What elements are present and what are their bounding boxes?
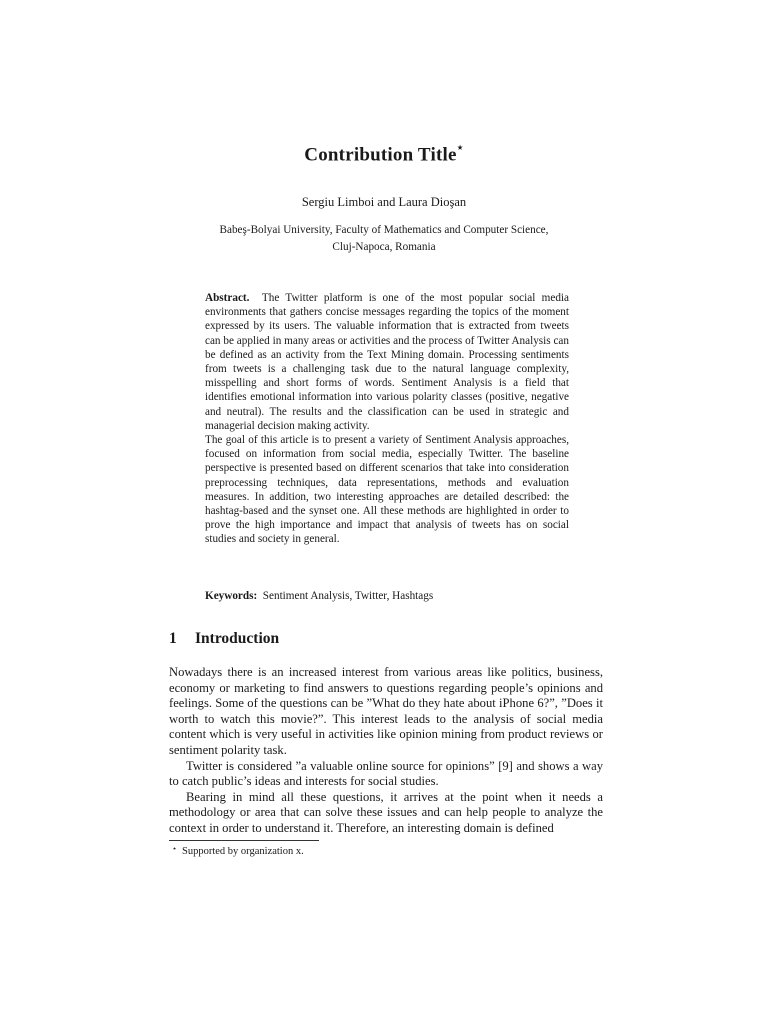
- keywords-text: Sentiment Analysis, Twitter, Hashtags: [262, 590, 434, 602]
- affiliation-line-1: Babeş-Bolyai University, Faculty of Mathematics and Computer Science,: [219, 224, 549, 236]
- footnote-text: Supported by organization x.: [182, 846, 304, 857]
- paper-title: [0, 143, 768, 166]
- abstract-paragraph-2: The goal of this article is to present a variety of Sentiment Analysis approaches, focused on information from social media, especially Twitter. The baseline perspective is presented based on different scenarios that take into consideration preprocessing techniques, data representations, methods and evaluation measures. In addition, two interesting approaches are detailed described: the hashtag-based and the synset one. All these methods are highlighted in order to prove the high importance and impact that analysis of tweets has on social studies and society in general.: [205, 434, 569, 546]
- authors: Sergiu Limboi and Laura Dioşan: [301, 195, 467, 209]
- keywords-label: Keywords:: [205, 590, 258, 602]
- body-paragraph-2: Twitter is considered ”a valuable online source for opinions” [9] and shows a way to catch public’s ideas and interests for social studies.: [169, 758, 603, 789]
- footnote: [169, 846, 304, 857]
- affiliation: [0, 222, 768, 255]
- affiliation-line-2: Cluj-Napoca, Romania: [332, 240, 436, 253]
- footnote-rule: [169, 840, 319, 841]
- section-heading: [169, 630, 279, 648]
- footnote-mark: ⋆: [172, 844, 178, 853]
- abstract: [205, 291, 569, 547]
- title-text: Contribution Title: [304, 144, 457, 166]
- section-title: Introduction: [195, 630, 280, 647]
- abstract-label: Abstract.: [205, 292, 250, 304]
- abstract-text-1: The Twitter platform is one of the most popular social media environments that gathers concise messages regarding the topics of the moment expressed by its users. The valuable information that is extracted from tweets can be applied in many areas or activities and the process of Twitter Analysis can be defined as an activity from the Text Mining domain. Processing sentiments from tweets is a challenging task due to the natural language complexity, misspelling and short forms of words. Sentiment Analysis is a field that identifies emotional information into various polarity classes (positive, negative and neutral). The results and the classification can be used in strategic and managerial decision making activity.: [205, 292, 569, 432]
- abstract-paragraph-1: [205, 291, 569, 433]
- title-footnote-mark: ⋆: [456, 142, 464, 154]
- body-text: [169, 665, 603, 837]
- body-paragraph-3: Bearing in mind all these questions, it arrives at the point when it needs a methodology or area that can solve these issues and can help people to analyze the context in order to understand it. Therefore, an interesting domain is defined: [169, 789, 603, 835]
- keywords: [205, 590, 569, 602]
- body-paragraph-1: Nowadays there is an increased interest from various areas like politics, business, economy or marketing to find answers to questions regarding people’s opinions and feelings. Some of the questions can be ”What do they hate about iPhone 6?”, ”Does it worth to watch this movie?”. This interest leads to the analysis of social media content which is very useful in activities like opinion mining from product reviews or sentiment polarity task.: [169, 665, 603, 757]
- section-number: 1: [169, 630, 177, 647]
